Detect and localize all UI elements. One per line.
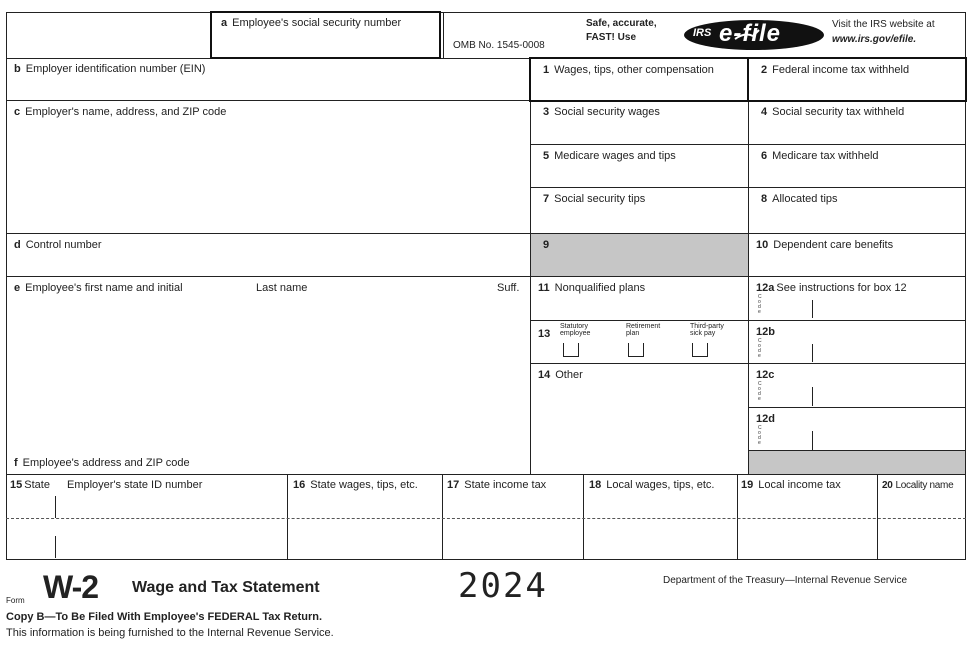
box-3-text: Social security wages: [554, 106, 660, 118]
col-line-19: [737, 474, 738, 559]
box-6-text: Medicare tax withheld: [772, 150, 879, 162]
box-1-number: 1: [543, 64, 550, 76]
box-13-statutory-label: Statutory employee: [560, 323, 591, 337]
row-line-state: [6, 474, 966, 475]
box-7-label: [543, 193, 645, 206]
box-20-label: [882, 479, 953, 492]
form-bottom-border: [6, 559, 966, 560]
box-4-label: [761, 106, 904, 119]
box-2-label: [761, 64, 909, 77]
box-a-text: Employee's social security number: [232, 17, 402, 29]
visit-line-2: www.irs.gov/efile.: [832, 34, 917, 45]
box-5-label: [543, 150, 676, 163]
box-2-text: Federal income tax withheld: [772, 64, 910, 76]
box-10-label: [756, 239, 893, 252]
row-line-e: [6, 276, 966, 277]
box-16-text: State wages, tips, etc.: [310, 479, 418, 491]
box-c-text: Employer's name, address, and ZIP code: [25, 106, 227, 118]
box-f-label: [14, 457, 190, 470]
omb-number: OMB No. 1545-0008: [453, 40, 545, 51]
box-20-text: Locality name: [895, 480, 954, 491]
retirement-plan-checkbox[interactable]: [628, 343, 644, 357]
box-d-text: Control number: [25, 239, 102, 251]
box-a-label: [221, 17, 401, 30]
box-12b-code-divider: [812, 344, 813, 362]
box-b-letter: b: [14, 63, 21, 75]
row-line-12c: [748, 407, 966, 408]
tax-year: 2024: [458, 566, 548, 606]
box-13-retirement-label: Retirement plan: [626, 323, 661, 337]
box-17-number: 17: [447, 479, 460, 491]
box-f-text: Employee's address and ZIP code: [22, 457, 190, 469]
box-6-label: [761, 150, 879, 163]
form-word: Form: [6, 596, 25, 605]
box-18-label: [589, 479, 714, 492]
box-e-suffix: Suff.: [497, 282, 520, 294]
box-20-number: 20: [882, 480, 893, 491]
box-14-text: Other: [555, 369, 583, 381]
box-c-label: [14, 106, 226, 119]
efile-irs-text: IRS: [693, 27, 712, 39]
box-15-text: State: [24, 479, 50, 491]
box-c-letter: c: [14, 106, 21, 118]
box-18-number: 18: [589, 479, 602, 491]
box-a-letter: a: [221, 17, 228, 29]
col-line-20: [877, 474, 878, 559]
efile-main-text: e-file: [719, 20, 782, 47]
box-5-text: Medicare wages and tips: [554, 150, 676, 162]
box-10-text: Dependent care benefits: [773, 239, 894, 251]
furnished-text: This information is being furnished to the Internal Revenue Service.: [6, 627, 334, 639]
box-8-text: Allocated tips: [772, 193, 838, 205]
box-17-label: [447, 479, 546, 492]
irs-efile-logo: [683, 18, 825, 52]
box-9-shaded: [531, 234, 748, 276]
visit-irs-text: [832, 17, 935, 47]
safe-line-2: FAST! Use: [586, 32, 637, 43]
form-top-border: [6, 12, 966, 13]
statutory-employee-checkbox[interactable]: [563, 343, 579, 357]
box-16-label: [293, 479, 418, 492]
box-13-thirdparty-label: Third-party sick pay: [690, 323, 724, 337]
col-line-16: [287, 474, 288, 559]
department-text: Department of the Treasury—Internal Revenue Service: [663, 575, 908, 586]
box-f-letter: f: [14, 457, 18, 469]
box-18-text: Local wages, tips, etc.: [606, 479, 715, 491]
col-line-18: [583, 474, 584, 559]
box-3-number: 3: [543, 106, 550, 118]
box-19-number: 19: [741, 479, 754, 491]
col-line-17: [442, 474, 443, 559]
copy-b-text: Copy B—To Be Filed With Employee's FEDERAL Tax Return.: [6, 611, 323, 623]
box-13-number: 13: [538, 328, 551, 340]
box-3-label: [543, 106, 660, 119]
box-11-number: 11: [538, 282, 550, 294]
box-d-label: [14, 239, 102, 252]
box-e-label: [14, 282, 183, 295]
box-5-number: 5: [543, 150, 550, 162]
box-12-bottom-shaded: [749, 451, 965, 474]
box-12d-code-divider: [812, 431, 813, 450]
box-12a-code-divider: [812, 300, 813, 318]
row-line-d: [6, 233, 966, 234]
box-14-label: [538, 369, 583, 382]
box-19-label: [741, 479, 841, 492]
box-12c-number: 12c: [756, 369, 775, 381]
box-b-text: Employer identification number (EIN): [25, 63, 206, 75]
box-d-letter: d: [14, 239, 21, 251]
state-row-divider: [6, 518, 966, 519]
col-line-right: [748, 58, 749, 474]
box-1-label: [543, 64, 714, 77]
col-line-15-short-bottom: [55, 536, 56, 558]
box-11-label: [538, 282, 645, 295]
box-4-text: Social security tax withheld: [772, 106, 905, 118]
box-16-number: 16: [293, 479, 306, 491]
box-4-number: 4: [761, 106, 768, 118]
box-13-label: [538, 328, 555, 341]
box-12a-code-label: Code: [758, 294, 762, 315]
box-12d-number: 12d: [756, 413, 775, 425]
box-10-number: 10: [756, 239, 769, 251]
box-12d-code-label: Code: [758, 425, 762, 446]
box-7-text: Social security tips: [554, 193, 646, 205]
box-14-number: 14: [538, 369, 551, 381]
box-11-text: Nonqualified plans: [554, 282, 646, 294]
box-17-text: State income tax: [464, 479, 547, 491]
third-party-sick-pay-checkbox[interactable]: [692, 343, 708, 357]
box-e-text: Employee's first name and initial: [25, 282, 183, 294]
box-1-text: Wages, tips, other compensation: [554, 64, 714, 76]
box-19-text: Local income tax: [758, 479, 841, 491]
box-12b-number: 12b: [756, 326, 775, 338]
box-12a-text: See instructions for box 12: [776, 282, 907, 294]
box-6-number: 6: [761, 150, 768, 162]
box-12a-number: 12a: [756, 282, 775, 294]
safe-accurate-text: [586, 17, 657, 45]
box-e-last-name: Last name: [256, 282, 308, 294]
box-15-label: [10, 479, 50, 492]
box-8-label: [761, 193, 838, 206]
box-8-number: 8: [761, 193, 768, 205]
box-e-letter: e: [14, 282, 21, 294]
box-9-number: 9: [543, 239, 550, 251]
box-15-number: 15: [10, 479, 23, 491]
safe-line-1: Safe, accurate,: [586, 18, 657, 29]
box-12c-code-label: Code: [758, 381, 762, 402]
form-left-border: [6, 12, 7, 560]
box-2-number: 2: [761, 64, 768, 76]
box-12a-label: [756, 282, 907, 295]
box-7-number: 7: [543, 193, 550, 205]
visit-line-1: Visit the IRS website at: [832, 19, 935, 30]
col-line-header-mid: [443, 12, 444, 58]
col-line-15-short-top: [55, 496, 56, 518]
form-name: W-2: [43, 569, 99, 605]
box-9-label: [543, 239, 554, 252]
form-title: Wage and Tax Statement: [132, 579, 320, 596]
box-12b-code-label: Code: [758, 338, 762, 359]
box-15-employer-id-label: Employer's state ID number: [67, 479, 203, 491]
box-12c-code-divider: [812, 387, 813, 406]
box-b-label: [14, 63, 205, 76]
